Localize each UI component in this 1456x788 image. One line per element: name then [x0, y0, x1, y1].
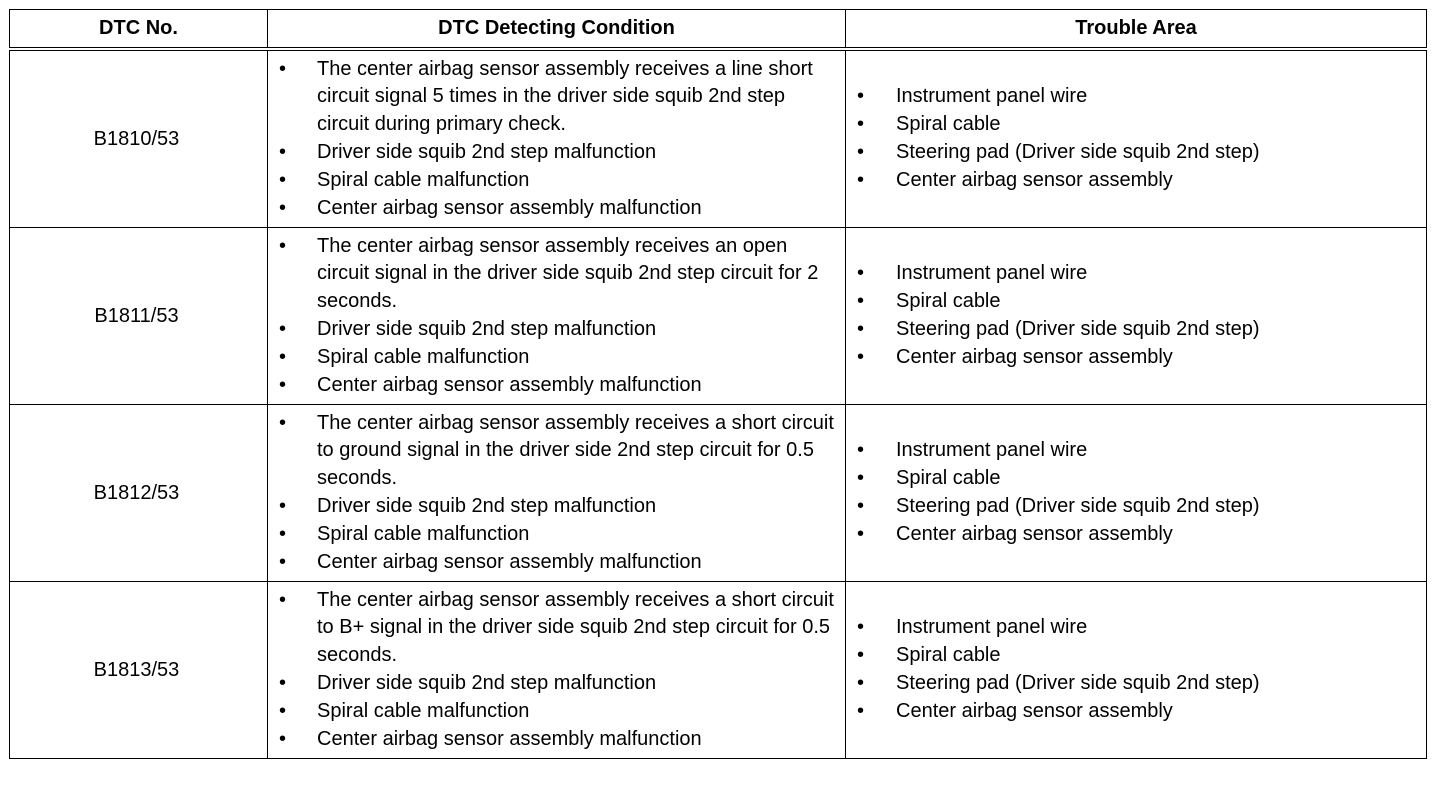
condition-item: • Spiral cable malfunction [268, 344, 835, 372]
header-dtc-no: DTC No. [10, 10, 268, 50]
condition-cell [268, 228, 846, 405]
trouble-area-cell [846, 582, 1427, 759]
condition-cell [268, 49, 846, 228]
trouble-area-item: • Instrument panel wire [846, 437, 1426, 465]
trouble-area-list [846, 260, 1426, 371]
trouble-area-item: • Spiral cable [846, 288, 1426, 316]
trouble-area-cell [846, 405, 1427, 582]
dtc-code: B1810/53 [93, 127, 180, 150]
trouble-area-item: • Steering pad (Driver side squib 2nd step) [846, 139, 1426, 167]
condition-item: • The center airbag sensor assembly receives an open circuit signal in the driver side squib 2nd step circuit for 2 seconds. [268, 233, 835, 316]
trouble-area-item: • Instrument panel wire [846, 614, 1426, 642]
header-trouble-area: Trouble Area [846, 10, 1427, 50]
condition-item: • Center airbag sensor assembly malfunction [268, 195, 835, 223]
condition-list [268, 587, 845, 754]
dtc-code-cell [10, 582, 268, 759]
condition-item: • Driver side squib 2nd step malfunction [268, 493, 835, 521]
dtc-code-cell [10, 49, 268, 228]
condition-item: • Center airbag sensor assembly malfunction [268, 726, 835, 754]
table-row [10, 49, 1427, 228]
trouble-area-item: • Center airbag sensor assembly [846, 167, 1426, 195]
trouble-area-item: • Center airbag sensor assembly [846, 344, 1426, 372]
trouble-area-item: • Instrument panel wire [846, 260, 1426, 288]
condition-item: • Spiral cable malfunction [268, 167, 835, 195]
condition-item: • Driver side squib 2nd step malfunction [268, 139, 835, 167]
condition-item: • Driver side squib 2nd step malfunction [268, 316, 835, 344]
condition-cell [268, 582, 846, 759]
trouble-area-cell [846, 228, 1427, 405]
trouble-area-item: • Steering pad (Driver side squib 2nd step) [846, 493, 1426, 521]
dtc-code-cell [10, 405, 268, 582]
trouble-area-item: • Spiral cable [846, 111, 1426, 139]
dtc-code: B1812/53 [93, 481, 180, 504]
dtc-table [9, 9, 1427, 759]
condition-cell [268, 405, 846, 582]
trouble-area-item: • Spiral cable [846, 465, 1426, 493]
dtc-code-cell [10, 228, 268, 405]
trouble-area-list [846, 437, 1426, 548]
trouble-area-item: • Center airbag sensor assembly [846, 521, 1426, 549]
condition-list [268, 233, 845, 400]
header-detecting-condition: DTC Detecting Condition [268, 10, 846, 50]
dtc-code: B1813/53 [93, 658, 180, 681]
condition-item: • The center airbag sensor assembly receives a short circuit to ground signal in the driver side 2nd step circuit for 0.5 seconds. [268, 410, 835, 493]
condition-list [268, 56, 845, 223]
trouble-area-item: • Instrument panel wire [846, 83, 1426, 111]
condition-item: • Spiral cable malfunction [268, 698, 835, 726]
condition-item: • The center airbag sensor assembly receives a short circuit to B+ signal in the driver side squib 2nd step circuit for 0.5 seconds. [268, 587, 835, 670]
trouble-area-list [846, 83, 1426, 194]
trouble-area-item: • Steering pad (Driver side squib 2nd step) [846, 670, 1426, 698]
condition-item: • Center airbag sensor assembly malfunction [268, 372, 835, 400]
condition-list [268, 410, 845, 577]
dtc-table-container [9, 9, 1426, 759]
header-row [10, 10, 1427, 50]
condition-item: • The center airbag sensor assembly receives a line short circuit signal 5 times in the driver side squib 2nd step circuit during primary check. [268, 56, 835, 139]
trouble-area-list [846, 614, 1426, 725]
table-row [10, 405, 1427, 582]
table-row [10, 582, 1427, 759]
table-row [10, 228, 1427, 405]
condition-item: • Center airbag sensor assembly malfunction [268, 549, 835, 577]
trouble-area-cell [846, 49, 1427, 228]
dtc-code: B1811/53 [94, 304, 179, 327]
condition-item: • Spiral cable malfunction [268, 521, 835, 549]
trouble-area-item: • Spiral cable [846, 642, 1426, 670]
trouble-area-item: • Center airbag sensor assembly [846, 698, 1426, 726]
condition-item: • Driver side squib 2nd step malfunction [268, 670, 835, 698]
trouble-area-item: • Steering pad (Driver side squib 2nd step) [846, 316, 1426, 344]
